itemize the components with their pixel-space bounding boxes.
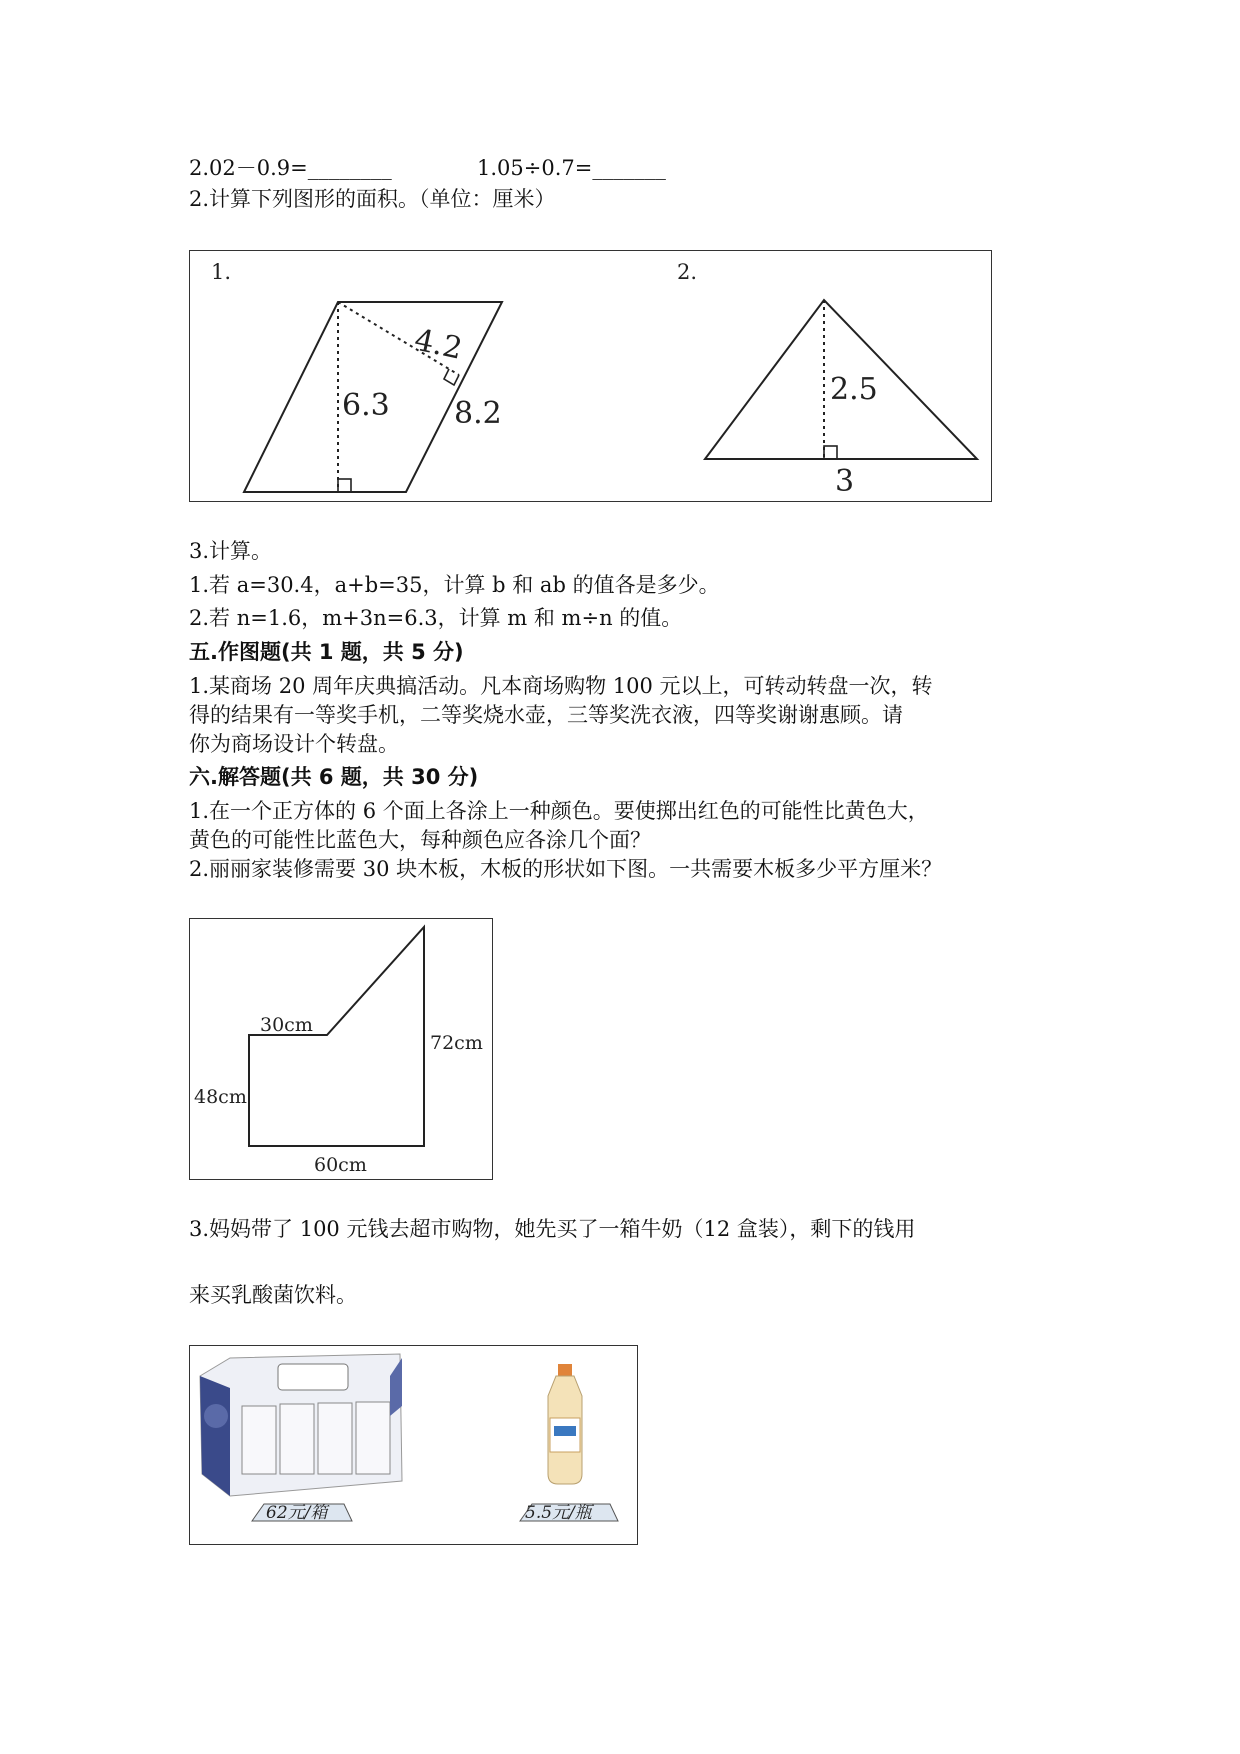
question-area: 2.计算下列图形的面积。（单位：厘米） [189,187,556,211]
milk-price-tag [252,1503,352,1523]
parallelogram-height-label: 6.3 [342,388,390,423]
products-illustration [190,1346,637,1544]
triangle-base-label: 3 [835,464,855,499]
question-3-item-1: 1.若 a=30.4，a+b=35，计算 b 和 ab 的值各是多少。 [189,573,720,597]
drink-price-tag [520,1503,618,1523]
figure-label-2: 2. [677,260,698,284]
board-diagram [190,919,492,1179]
figure-area-products [189,1345,638,1545]
figure-area-shapes [189,250,992,502]
section-5-text-1: 1.某商场 20 周年庆典搞活动。凡本商场购物 100 元以上，可转动转盘一次，转 [189,674,933,698]
section-6-heading: 六.解答题(共 6 题，共 30 分) [189,765,479,789]
section-5-text-3: 你为商场设计个转盘。 [189,732,399,756]
board-bottom-label: 60cm [314,1154,367,1176]
triangle-height-label: 2.5 [830,372,878,407]
board-left-label: 48cm [194,1086,247,1108]
board-top-label: 30cm [260,1014,313,1036]
section-6-text-5: 来买乳酸菌饮料。 [189,1283,357,1307]
board-right-label: 72cm [430,1032,483,1054]
section-6-text-3: 2.丽丽家装修需要 30 块木板，木板的形状如下图。一共需要木板多少平方厘米？ [189,857,943,881]
section-6-text-1: 1.在一个正方体的 6 个面上各涂上一种颜色。要使掷出红色的可能性比黄色大， [189,799,929,823]
board-shape [249,927,424,1146]
shapes-diagram [190,251,991,501]
exercise-line-1b: 1.05÷0.7=_______ [477,156,666,180]
drink-bottle-image [548,1364,582,1484]
figure-label-1: 1. [211,260,232,284]
section-5-text-2: 得的结果有一等奖手机，二等奖烧水壶，三等奖洗衣液，四等奖谢谢惠顾。请 [189,703,903,727]
question-3-heading: 3.计算。 [189,539,273,563]
question-3-item-2: 2.若 n=1.6，m+3n=6.3，计算 m 和 m÷n 的值。 [189,606,683,630]
parallelogram-distance-label: 4.2 [411,322,466,367]
drink-price-label: 5.5元/瓶 [525,1503,592,1523]
section-5-heading: 五.作图题(共 1 题，共 5 分) [189,640,464,664]
figure-area-board [189,918,493,1180]
section-6-text-2: 黄色的可能性比蓝色大，每种颜色应各涂几个面？ [189,828,651,852]
parallelogram-side-label: 8.2 [454,396,502,431]
section-6-text-4: 3.妈妈带了 100 元钱去超市购物，她先买了一箱牛奶（12 盒装），剩下的钱用 [189,1217,916,1241]
milk-box-image [200,1354,402,1496]
right-angle-mark-3 [824,446,837,459]
right-angle-mark [338,479,351,492]
exercise-line-1a: 2.02－0.9=________ [189,156,392,180]
milk-price-label: 62元/箱 [266,1503,328,1523]
